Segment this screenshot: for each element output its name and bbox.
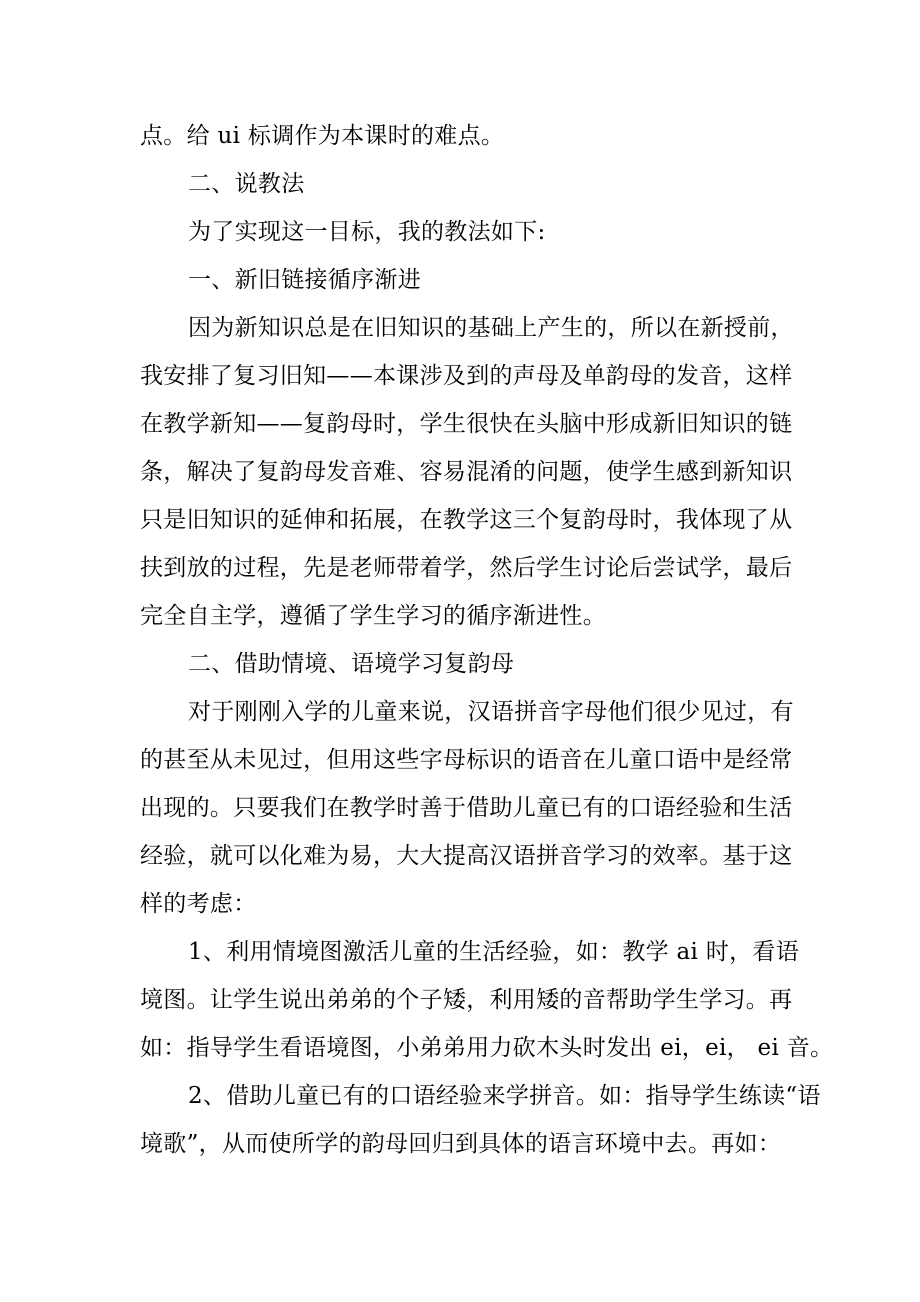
paragraph-line: 完全自主学，遵循了学生学习的循序渐进性。 — [140, 603, 606, 629]
list-item-line: 境歌”，从而使所学的韵母回归到具体的语言环境中去。再如： — [140, 1131, 782, 1157]
list-item-line: 1、利用情境图激活儿童的生活经验，如：教学 ai 时，看语 — [188, 939, 800, 965]
text-line: 为了实现这一目标，我的教法如下: — [188, 219, 546, 245]
paragraph-line: 的甚至从未见过，但用这些字母标识的语音在儿童口语中是经常 — [140, 747, 793, 773]
text-line: 点。给 ui 标调作为本课时的难点。 — [140, 123, 505, 149]
list-item-line: 如：指导学生看语境图，小弟弟用力砍木头时发出 ei，ei， ei 音。 — [140, 1035, 834, 1061]
paragraph-line: 对于刚刚入学的儿童来说，汉语拼音字母他们很少见过，有 — [188, 699, 794, 725]
paragraph-line: 我安排了复习旧知——本课涉及到的声母及单韵母的发音，这样 — [140, 363, 793, 389]
list-item-line: 境图。让学生说出弟弟的个子矮，利用矮的音帮助学生学习。再 — [140, 987, 793, 1013]
paragraph-line: 出现的。只要我们在教学时善于借助儿童已有的口语经验和生活 — [140, 795, 793, 821]
paragraph-line: 样的考虑： — [140, 891, 257, 917]
paragraph-line: 条，解决了复韵母发音难、容易混淆的问题，使学生感到新知识 — [140, 459, 793, 485]
paragraph-line: 在教学新知——复韵母时，学生很快在头脑中形成新旧知识的链 — [140, 411, 793, 437]
paragraph-line: 因为新知识总是在旧知识的基础上产生的，所以在新授前， — [188, 315, 794, 341]
paragraph-line: 只是旧知识的延伸和拓展，在教学这三个复韵母时，我体现了从 — [140, 507, 793, 533]
paragraph-line: 经验，就可以化难为易，大大提高汉语拼音学习的效率。基于这 — [140, 843, 793, 869]
section-heading: 二、说教法 — [188, 171, 305, 197]
paragraph-line: 扶到放的过程，先是老师带着学，然后学生讨论后尝试学，最后 — [140, 555, 793, 581]
subsection-heading: 二、借助情境、语境学习复韵母 — [188, 651, 515, 677]
list-item-line: 2、借助儿童已有的口语经验来学拼音。如：指导学生练读“语 — [188, 1083, 821, 1109]
subsection-heading: 一、新旧链接循序渐进 — [188, 267, 421, 293]
